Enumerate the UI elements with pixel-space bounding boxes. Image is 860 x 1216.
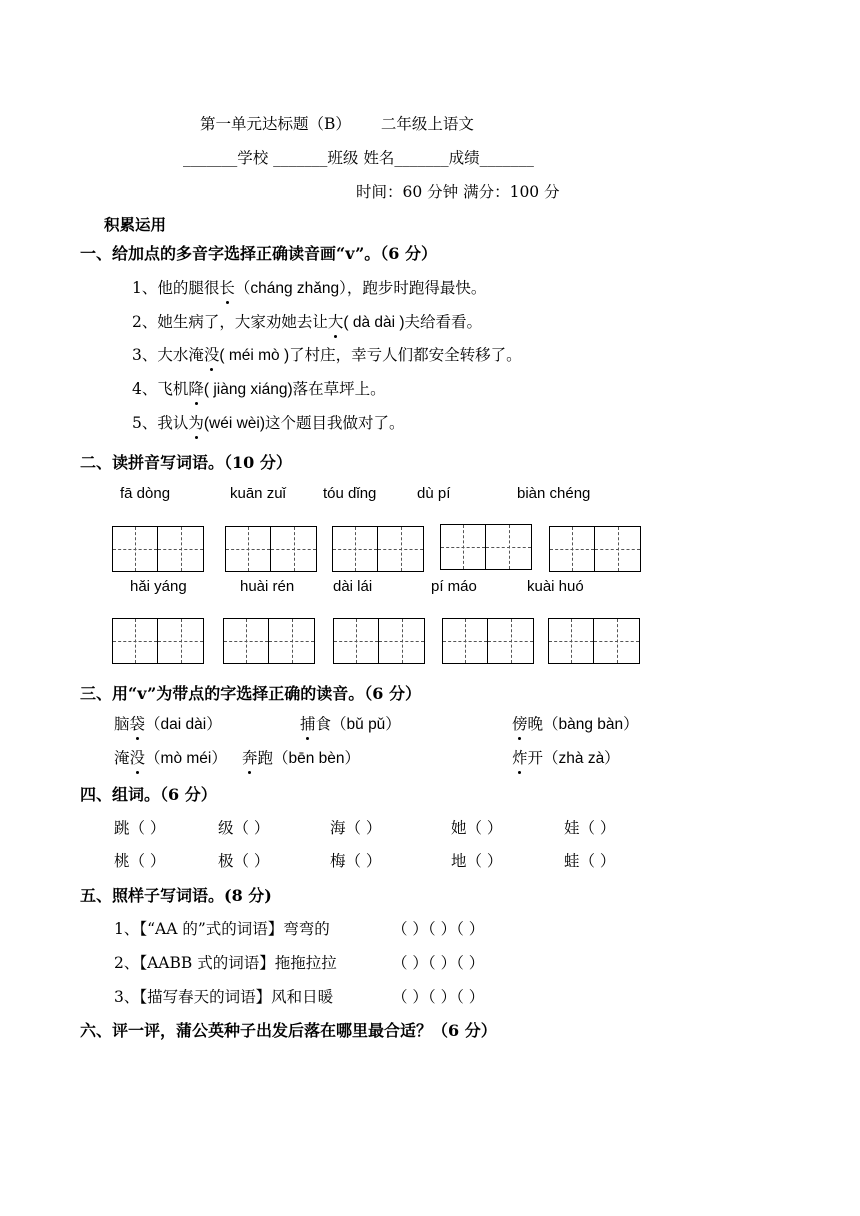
- q6-heading: 六、评一评，蒲公英种子出发后落在哪里最合适？（6 分）: [80, 1021, 497, 1040]
- word-blank[interactable]: 极（ ）: [218, 852, 270, 870]
- pinyin-label: dài lái: [333, 578, 373, 595]
- pinyin-label: fā dòng: [120, 485, 171, 502]
- q3-heading: 三、用“v”为带点的字选择正确的读音。（6 分）: [80, 684, 421, 703]
- subtitle-text: 二年级上语文: [380, 115, 474, 133]
- pinyin-label: biàn chéng: [517, 485, 591, 502]
- title-text: 第一单元达标题（B）: [200, 115, 351, 133]
- q3-item: 捕食（bǔ pǔ）: [300, 712, 401, 734]
- word-blank[interactable]: 地（ ）: [451, 852, 503, 870]
- writing-grid[interactable]: [548, 618, 640, 664]
- q5-item-blanks[interactable]: （ ）（ ）（ ）: [392, 920, 485, 938]
- exam-title: [200, 112, 474, 134]
- q5-item-blanks[interactable]: （ ）（ ）（ ）: [392, 988, 485, 1006]
- word-blank[interactable]: 梅（ ）: [330, 852, 382, 870]
- writing-grid[interactable]: [333, 618, 425, 664]
- q1-item: 4、飞机降( jiàng xiáng)落在草坪上。: [132, 377, 386, 399]
- writing-grid[interactable]: [112, 618, 204, 664]
- q4-heading: 四、组词。（6 分）: [80, 785, 217, 804]
- q1-item: 2、她生病了，大家劝她去让大( dà dài )夫给看看。: [132, 310, 482, 332]
- q5-item-blanks[interactable]: （ ）（ ）（ ）: [392, 954, 485, 972]
- time-score-line: 时间：60 分钟 满分：100 分: [356, 183, 560, 201]
- pinyin-label: tóu dǐng: [323, 485, 377, 502]
- writing-grid[interactable]: [442, 618, 534, 664]
- q5-item-label: 1、【“AA 的”式的词语】弯弯的: [114, 920, 330, 938]
- pinyin-label: kuān zuǐ: [230, 485, 286, 502]
- word-blank[interactable]: 她（ ）: [451, 819, 503, 837]
- pinyin-label: huài rén: [240, 578, 295, 595]
- q5-heading: 五、照样子写词语。(8 分): [80, 886, 272, 905]
- q1-item: 5、我认为(wéi wèi)这个题目我做对了。: [132, 411, 405, 433]
- writing-grid[interactable]: [223, 618, 315, 664]
- part-label: 积累运用: [104, 215, 167, 234]
- writing-grid[interactable]: [225, 526, 317, 572]
- pinyin-label: pí máo: [431, 578, 477, 595]
- q3-item: 脑袋（dai dài）: [114, 712, 222, 734]
- word-blank[interactable]: 桃（ ）: [114, 852, 166, 870]
- q1-item: 3、大水淹没( méi mò )了村庄，幸亏人们都安全转移了。: [132, 343, 522, 365]
- student-info-line: _______学校 _______班级 姓名_______成绩_______: [183, 149, 534, 167]
- q3-item: 奔跑（bēn bèn）: [242, 746, 360, 768]
- writing-grid[interactable]: [440, 524, 532, 570]
- word-blank[interactable]: 海（ ）: [330, 819, 382, 837]
- writing-grid[interactable]: [112, 526, 204, 572]
- writing-grid[interactable]: [332, 526, 424, 572]
- pinyin-label: hǎi yáng: [130, 578, 187, 595]
- q1-item: 1、他的腿很长（cháng zhǎng），跑步时跑得最快。: [132, 276, 486, 298]
- q3-item: 炸开（zhà zà）: [512, 746, 620, 768]
- word-blank[interactable]: 蛙（ ）: [564, 852, 616, 870]
- q1-heading: 一、给加点的多音字选择正确读音画“v”。（6 分）: [80, 244, 437, 263]
- q3-item: 傍晚（bàng bàn）: [512, 712, 639, 734]
- word-blank[interactable]: 级（ ）: [218, 819, 270, 837]
- word-blank[interactable]: 娃（ ）: [564, 819, 616, 837]
- pinyin-label: kuài huó: [527, 578, 584, 595]
- word-blank[interactable]: 跳（ ）: [114, 819, 166, 837]
- writing-grid[interactable]: [549, 526, 641, 572]
- q5-item-label: 2、【AABB 式的词语】拖拖拉拉: [114, 954, 337, 972]
- q5-item-label: 3、【描写春天的词语】风和日暖: [114, 988, 334, 1006]
- q2-heading: 二、读拼音写词语。（10 分）: [80, 453, 292, 472]
- pinyin-label: dù pí: [417, 485, 451, 502]
- q3-item: 淹没（mò méi）: [114, 746, 227, 768]
